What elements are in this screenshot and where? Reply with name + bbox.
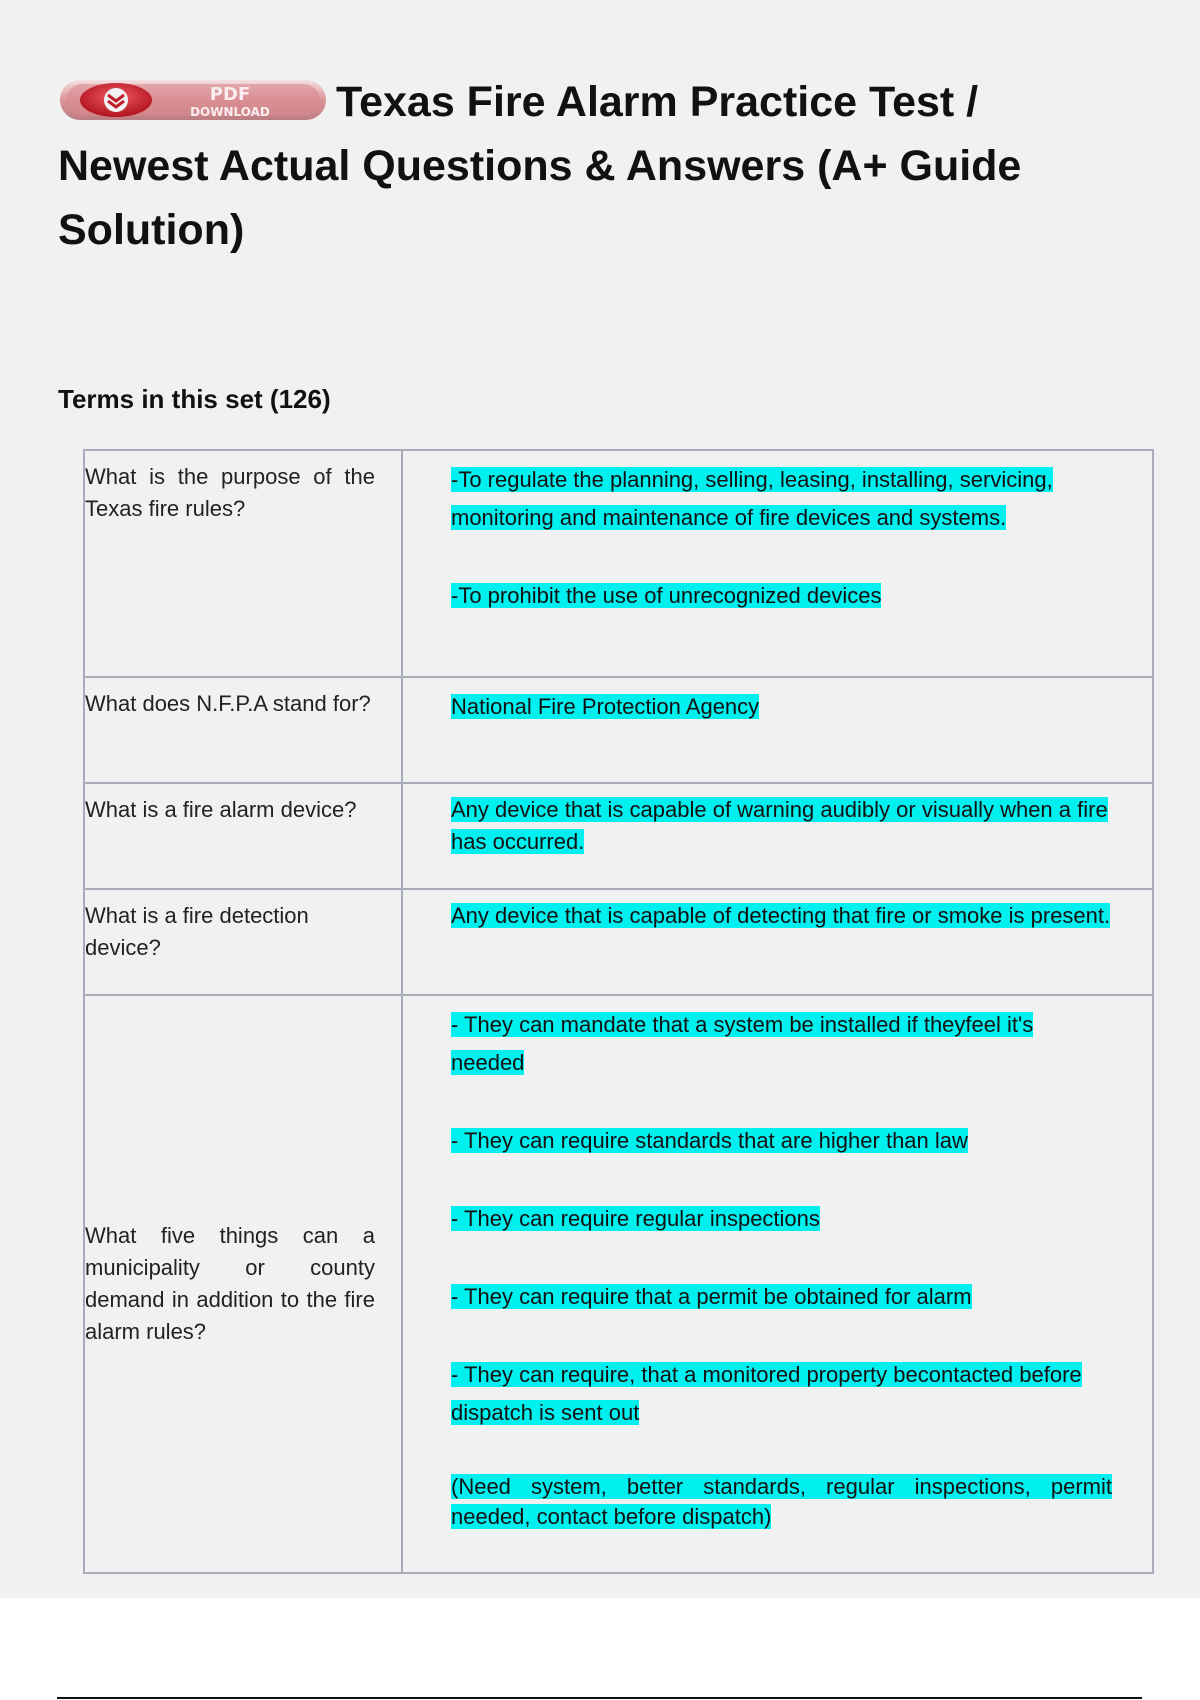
term-answer-cell xyxy=(402,889,1153,995)
term-answer: Any device that is capable of warning audibly or visually when a fire has occurred. xyxy=(451,797,1108,854)
terms-set-heading: Terms in this set (126) xyxy=(58,384,331,414)
term-question: What five things can a municipality or county demand in addition to the fire alarm rules? xyxy=(85,1223,375,1344)
pdf-download-logo-icon xyxy=(58,77,328,123)
document-title: Texas Fire Alarm Practice Test / Newest Actual Questions & Answers (A+ Guide Solution) xyxy=(58,78,1022,254)
term-answer-cell xyxy=(402,677,1153,783)
term-question-cell xyxy=(84,677,402,783)
term-question: What is a fire alarm device? xyxy=(85,797,357,822)
terms-table xyxy=(83,449,1154,1574)
term-answer-cell xyxy=(402,995,1153,1573)
logo-text-pdf: PDF xyxy=(209,83,251,105)
term-question-cell xyxy=(84,450,402,677)
term-answer: (Need system, better standards, regular inspections, permit needed, contact before dispatch) xyxy=(451,1474,1112,1529)
term-question: What is a fire detection device? xyxy=(85,903,309,960)
term-answer: - They can require that a permit be obtained for alarm xyxy=(451,1284,972,1309)
term-answer: -To prohibit the use of unrecognized devices xyxy=(451,583,882,608)
table-row xyxy=(84,783,1153,889)
term-question-cell xyxy=(84,889,402,995)
document-title-block xyxy=(58,70,1038,262)
table-row xyxy=(84,889,1153,995)
footer-divider xyxy=(57,1697,1142,1699)
term-question: What is the purpose of the Texas fire rules? xyxy=(85,464,375,521)
logo-text-download: DOWNLOAD xyxy=(190,104,270,119)
table-row xyxy=(84,995,1153,1573)
term-answer-cell xyxy=(402,783,1153,889)
term-answer-cell xyxy=(402,450,1153,677)
term-answer: - They can mandate that a system be installed if theyfeel it's needed xyxy=(451,1012,1034,1075)
term-answer: Any device that is capable of detecting that fire or smoke is present. xyxy=(451,903,1111,928)
table-row xyxy=(84,677,1153,783)
table-row xyxy=(84,450,1153,677)
term-answer: - They can require regular inspections xyxy=(451,1206,820,1231)
term-answer: National Fire Protection Agency xyxy=(451,694,760,719)
term-question-cell xyxy=(84,783,402,889)
term-answer: - They can require, that a monitored property becontacted before dispatch is sent out xyxy=(451,1362,1082,1425)
term-question-cell xyxy=(84,995,402,1573)
term-answer: -To regulate the planning, selling, leasing, installing, servicing, monitoring and maintenance of fire devices and systems. xyxy=(451,467,1053,530)
term-question: What does N.F.P.A stand for? xyxy=(85,691,371,716)
term-answer: - They can require standards that are higher than law xyxy=(451,1128,968,1153)
